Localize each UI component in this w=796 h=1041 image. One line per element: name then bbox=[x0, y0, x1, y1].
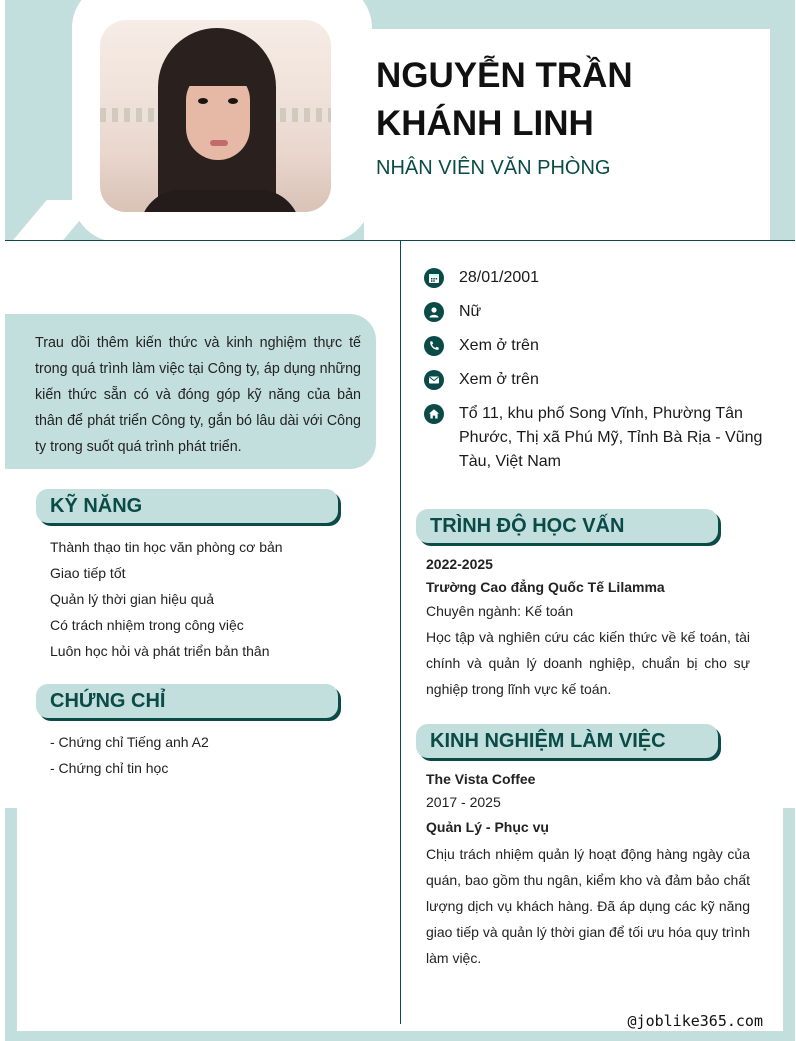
list-item: - Chứng chỉ tin học bbox=[50, 760, 169, 776]
list-item: Giao tiếp tốt bbox=[50, 565, 126, 581]
experience-heading bbox=[416, 724, 718, 758]
list-item: - Chứng chỉ Tiếng anh A2 bbox=[50, 734, 209, 750]
home-icon bbox=[424, 404, 444, 424]
column-divider bbox=[400, 240, 401, 1024]
job-title: NHÂN VIÊN VĂN PHÒNG bbox=[376, 157, 611, 179]
frame-left bbox=[5, 808, 17, 1041]
list-item: Quản lý thời gian hiệu quả bbox=[50, 591, 215, 607]
certificates-list bbox=[50, 729, 209, 781]
gender: Nữ bbox=[459, 303, 482, 320]
experience-description: Chịu trách nhiệm quản lý hoạt động hàng ngày của quán, bao gồm thu ngân, kiểm kho và đảm bảo chất lượng dịch vụ khách hàng. Đã áp dụng các kỹ năng giao tiếp và quản lý thời gian để tối ưu hóa quy trình làm việc. bbox=[426, 846, 750, 966]
contact-row-phone bbox=[424, 334, 764, 358]
skills-list bbox=[50, 534, 283, 664]
phone-icon bbox=[424, 336, 444, 356]
objective-text: Trau dồi thêm kiến thức và kinh nghiệm thực tế trong quá trình làm việc tại Công ty, áp dụng những kiến thức sẵn có và đóng góp kỹ năng của bản thân để phát triển Công ty, gắn bó lâu dài với Công ty trong suốt quá trình phát triển. bbox=[35, 335, 361, 455]
certificates-heading-label: CHỨNG CHỈ bbox=[50, 690, 166, 712]
list-item: Có trách nhiệm trong công việc bbox=[50, 617, 244, 633]
address: Tổ 11, khu phố Song Vĩnh, Phường Tân Phước, Thị xã Phú Mỹ, Tỉnh Bà Rịa - Vũng Tàu, Việt Nam bbox=[459, 405, 763, 470]
certificates-heading bbox=[36, 684, 338, 718]
contact-row-email bbox=[424, 368, 764, 392]
experience-position: Quản Lý - Phục vụ bbox=[426, 819, 549, 835]
list-item: Thành thạo tin học văn phòng cơ bản bbox=[50, 539, 283, 555]
education-school: Trường Cao đẳng Quốc Tế Lilamma bbox=[426, 579, 665, 595]
calendar-icon bbox=[424, 268, 444, 288]
email: Xem ở trên bbox=[459, 371, 539, 388]
avatar bbox=[100, 20, 331, 212]
experience-company: The Vista Coffee bbox=[426, 771, 536, 787]
experience-period: 2017 - 2025 bbox=[426, 794, 501, 810]
experience-entry bbox=[426, 768, 750, 971]
frame-right bbox=[783, 808, 795, 1041]
education-heading-label: TRÌNH ĐỘ HỌC VẤN bbox=[430, 515, 625, 537]
phone: Xem ở trên bbox=[459, 337, 539, 354]
frame-bottom bbox=[5, 1031, 795, 1041]
list-item: Luôn học hỏi và phát triển bản thân bbox=[50, 643, 270, 659]
skills-heading bbox=[36, 489, 338, 523]
education-description: Học tập và nghiên cứu các kiến thức về kế toán, tài chính và quản lý doanh nghiệp, chuẩn bị cho sự nghiệp trong lĩnh vực kế toán. bbox=[426, 629, 750, 697]
email-icon bbox=[424, 370, 444, 390]
education-entry bbox=[426, 553, 750, 702]
education-heading bbox=[416, 509, 718, 543]
contact-row-gender bbox=[424, 300, 764, 324]
skills-heading-label: KỸ NĂNG bbox=[50, 495, 143, 517]
user-icon bbox=[424, 302, 444, 322]
candidate-name: NGUYỄN TRẦN KHÁNH LINH bbox=[376, 56, 633, 143]
contact-row-address bbox=[424, 402, 764, 474]
education-major: Chuyên ngành: Kế toán bbox=[426, 603, 574, 619]
birthdate: 28/01/2001 bbox=[459, 269, 540, 286]
career-objective bbox=[5, 314, 376, 469]
experience-heading-label: KINH NGHIỆM LÀM VIỆC bbox=[430, 730, 666, 752]
contact-info bbox=[424, 266, 764, 484]
watermark: @joblike365.com bbox=[627, 1012, 763, 1030]
contact-row-birthdate bbox=[424, 266, 764, 290]
education-period: 2022-2025 bbox=[426, 556, 493, 572]
